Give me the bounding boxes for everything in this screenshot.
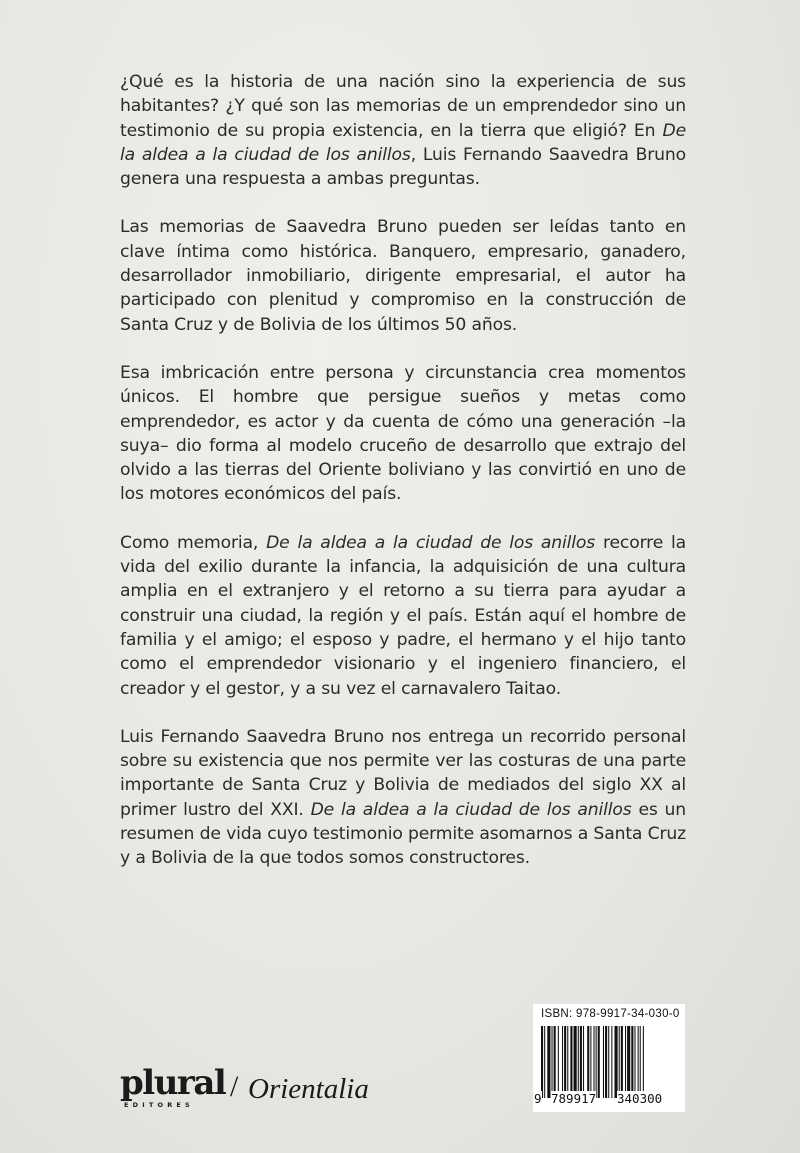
barcode-bar bbox=[640, 1026, 641, 1098]
paragraph bbox=[120, 531, 686, 701]
barcode-bar bbox=[578, 1026, 579, 1098]
paragraph-text: Como memoria, bbox=[120, 532, 267, 553]
barcode-bar bbox=[564, 1026, 566, 1098]
barcode-bar bbox=[562, 1026, 563, 1098]
barcode-bar bbox=[558, 1026, 559, 1098]
orientalia-imprint: Orientalia bbox=[248, 1073, 369, 1105]
barcode-bar bbox=[608, 1026, 609, 1098]
isbn-barcode bbox=[533, 1004, 685, 1112]
barcode-bar bbox=[587, 1026, 589, 1098]
barcode-bar bbox=[574, 1026, 577, 1098]
book-title: De la aldea a la ciudad de los anillos bbox=[266, 532, 596, 553]
paragraph bbox=[120, 215, 686, 336]
barcode-digit-left-group: 789917 bbox=[551, 1091, 597, 1106]
barcode-bar bbox=[596, 1026, 597, 1098]
book-title: De la aldea a la ciudad de los anillos bbox=[120, 120, 686, 165]
barcode-bar bbox=[590, 1026, 591, 1098]
barcode-bar bbox=[605, 1026, 607, 1098]
barcode-icon bbox=[539, 1026, 679, 1098]
barcode-bar bbox=[631, 1026, 633, 1098]
barcode-bar bbox=[567, 1026, 568, 1098]
plural-logo: plural bbox=[120, 1063, 226, 1103]
barcode-bar bbox=[594, 1026, 595, 1098]
barcode-bar bbox=[619, 1026, 620, 1098]
paragraph-text: Luis Fernando Saavedra Bruno nos entrega un recorrido personal sobre su existencia que nos permite ver las costuras de una parte importante de Santa Cruz y Bolivia de mediados del siglo XX al primer lustro del XXI. bbox=[120, 726, 686, 820]
barcode-bar bbox=[627, 1026, 630, 1098]
paragraph-text: Las memorias de Saavedra Bruno pueden ser leídas tanto en clave íntima como histórica. Banquero, empresario, ganadero, desarrollador inmobiliario, dirigente empresarial, el autor ha participado con plenitud y compromiso en la construcción de Santa Cruz y de Bolivia de los últimos 50 años. bbox=[120, 217, 686, 335]
barcode-digit-right-group: 340300 bbox=[617, 1091, 663, 1106]
barcode-bar bbox=[544, 1026, 545, 1098]
barcode-digit-lead: 9 bbox=[534, 1091, 542, 1106]
barcode-bar bbox=[611, 1026, 612, 1098]
barcode-bar bbox=[621, 1026, 623, 1098]
book-title: De la aldea a la ciudad de los anillos bbox=[310, 799, 632, 820]
paragraph-text: , Luis Fernando Saavedra Bruno genera una respuesta a ambas preguntas. bbox=[120, 144, 686, 190]
barcode-bar bbox=[625, 1026, 626, 1098]
paragraph-text: recorre la vida del exilio durante la infancia, la adquisición de una cultura amplia en el extranjero y el retorno a su tierra para ayudar a construir una ciudad, la región y el país. Están aquí el hombre de familia y el amigo; el esposo y padre, el hermano y el hijo tanto como el emprendedor visionario y el ingeniero financiero, el creador y el gestor, y a su vez el carnavalero Taitao. bbox=[120, 532, 687, 699]
barcode-bar bbox=[552, 1026, 553, 1098]
barcode-bar bbox=[570, 1026, 572, 1098]
barcode-bar bbox=[638, 1026, 639, 1098]
back-cover-text bbox=[120, 70, 686, 895]
paragraph-text: Esa imbricación entre persona y circunstancia crea momentos únicos. El hombre que persigue sueños y metas como emprendedor, es actor y da cuenta de cómo una generación –la suya– dio forma al modelo cruceño de desarrollo que extrajo del olvido a las tierras del Oriente boliviano y las convirtió en uno de los motores económicos del país. bbox=[120, 362, 686, 505]
publisher-logos bbox=[120, 1063, 420, 1116]
barcode-bar bbox=[554, 1026, 556, 1098]
publisher-separator: / bbox=[230, 1070, 239, 1103]
paragraph bbox=[120, 70, 686, 191]
barcode-bar bbox=[603, 1026, 604, 1098]
barcode-bar bbox=[541, 1026, 543, 1098]
paragraph-text: ¿Qué es la historia de una nación sino la experiencia de sus habitantes? ¿Y qué son las memorias de un emprendedor sino un testimonio de su propia existencia, en la tierra que eligió? En bbox=[120, 72, 686, 141]
barcode-bar bbox=[598, 1026, 600, 1098]
barcode-bar bbox=[580, 1026, 582, 1098]
barcode-bar bbox=[547, 1026, 550, 1098]
barcode-bar bbox=[615, 1026, 618, 1098]
paragraph bbox=[120, 725, 686, 871]
isbn-label: ISBN: 978-9917-34-030-0 bbox=[541, 1008, 680, 1020]
plural-editores-label: EDITORES bbox=[124, 1101, 194, 1109]
barcode-bar bbox=[634, 1026, 635, 1098]
barcode-bar bbox=[643, 1026, 644, 1098]
paragraph bbox=[120, 361, 686, 507]
barcode-bar bbox=[583, 1026, 584, 1098]
paragraph-text: es un resumen de vida cuyo testimonio permite asomarnos a Santa Cruz y a Bolivia de la que todos somos constructores. bbox=[120, 799, 687, 869]
